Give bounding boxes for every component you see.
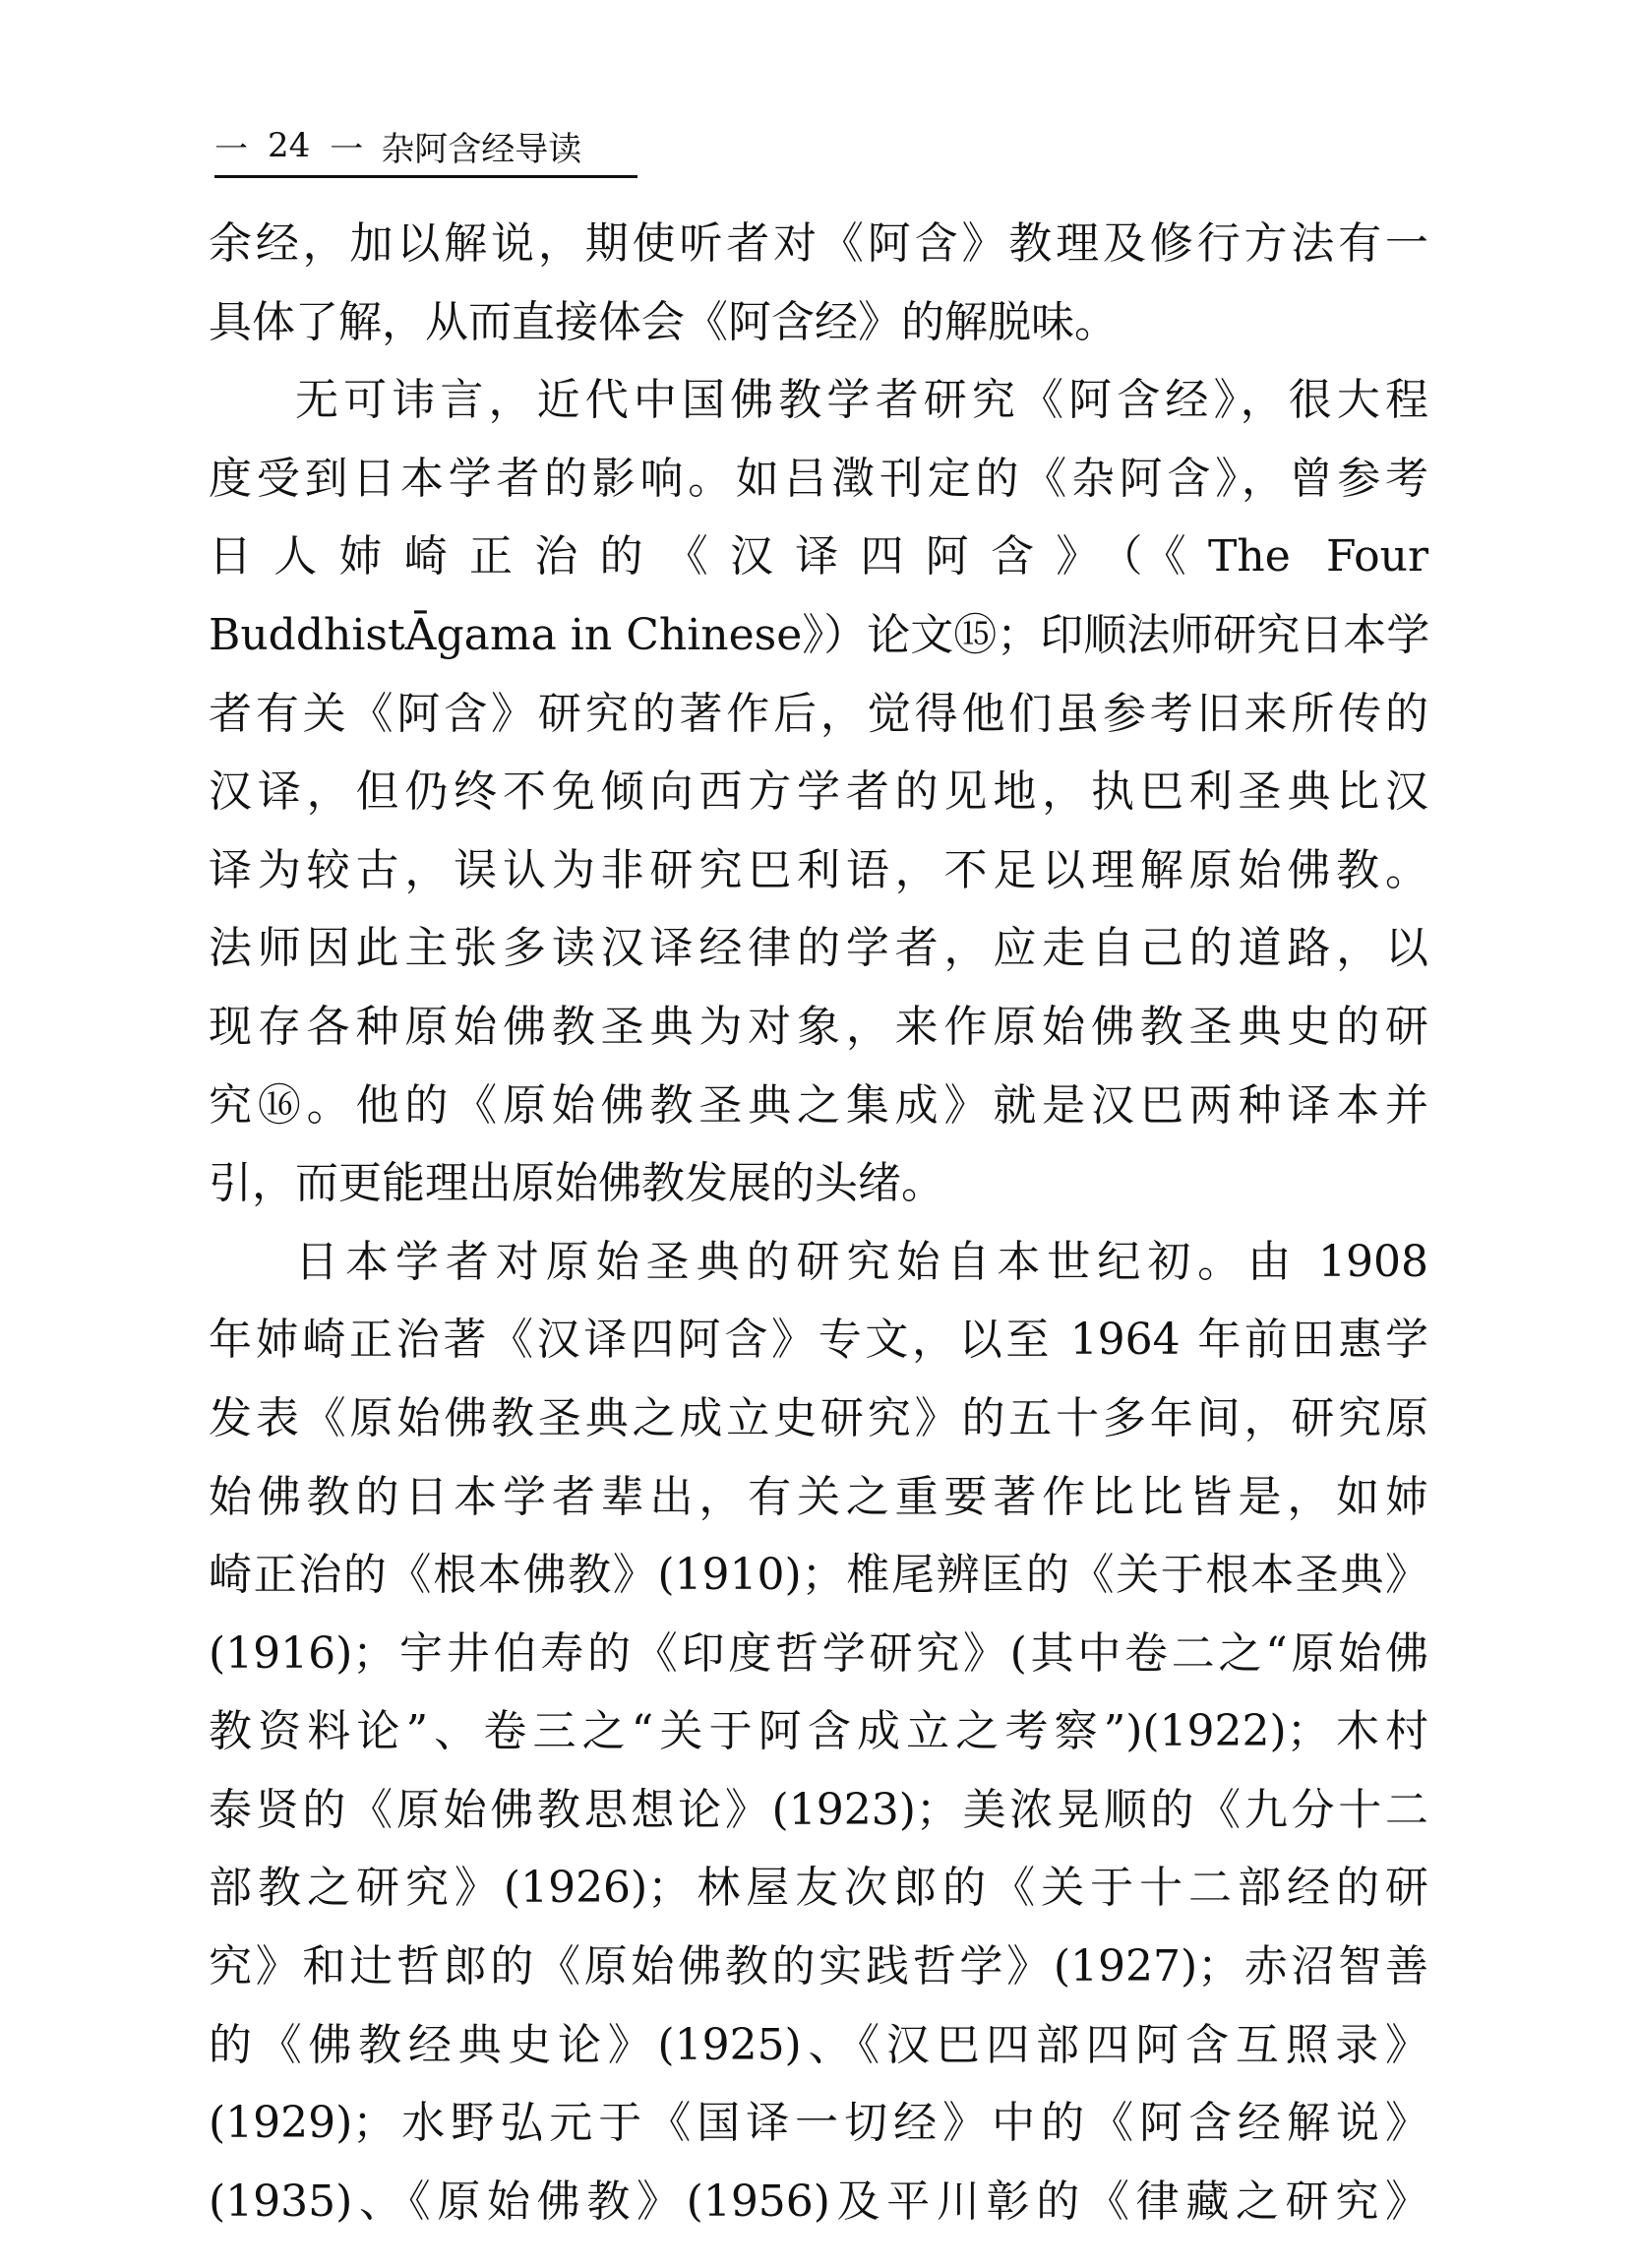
- header-dash-left: 一: [214, 129, 248, 169]
- text-line: 教资料论”、卷三之“关于阿含成立之考察”)(1922)；木村: [209, 1706, 1428, 1757]
- text-line: (1916)；宇井伯寿的《印度哲学研究》(其中卷二之“原始佛: [209, 1627, 1428, 1679]
- text-line: 年姉崎正治著《汉译四阿含》专文，以至 1964 年前田惠学: [209, 1315, 1428, 1366]
- book-title: 杂阿含经导读: [381, 129, 582, 169]
- text-line: 发表《原始佛教圣典之成立史研究》的五十多年间，研究原: [209, 1392, 1428, 1443]
- text-line: (1929)；水野弘元于《国译一切经》中的《阿含经解说》: [209, 2098, 1428, 2149]
- text-line: (1935)、《原始佛教》(1956)及平川彰的《律藏之研究》: [209, 2176, 1428, 2227]
- text-line: 泰贤的《原始佛教思想论》(1923)；美浓晃顺的《九分十二: [209, 1784, 1428, 1835]
- text-line: 者有关《阿含》研究的著作后，觉得他们虽参考旧来所传的: [209, 688, 1428, 739]
- text-line: 余经，加以解说，期使听者对《阿含》教理及修行方法有一: [209, 218, 1428, 269]
- text-line: 崎正治的《根本佛教》(1910)；椎尾辨匡的《关于根本圣典》: [209, 1550, 1428, 1601]
- text-line: 法师因此主张多读汉译经律的学者，应走自己的道路，以: [209, 923, 1428, 974]
- header-rule: [214, 175, 637, 178]
- text-line: 汉译，但仍终不免倾向西方学者的见地，执巴利圣典比汉: [209, 766, 1428, 818]
- text-line: 具体了解，从而直接体会《阿含经》的解脱味。: [209, 296, 1118, 347]
- text-line: 究》和辻哲郎的《原始佛教的实践哲学》(1927)；赤沼智善: [209, 1941, 1428, 1992]
- text-line: 究⑯。他的《原始佛教圣典之集成》就是汉巴两种译本并: [209, 1079, 1428, 1131]
- text-line: 的《佛教经典史论》(1925)、《汉巴四部四阿含互照录》: [209, 2019, 1428, 2070]
- text-line: 日人姉崎正治的《汉译四阿含》（《The Four: [209, 531, 1428, 582]
- text-line: 引，而更能理出原始佛教发展的头绪。: [209, 1158, 944, 1209]
- running-header: [214, 120, 637, 171]
- text-line: 部教之研究》(1926)；林屋友次郎的《关于十二部经的研: [209, 1863, 1428, 1914]
- body-text: [209, 205, 1428, 2240]
- page-number: 24: [268, 126, 311, 165]
- header-dash-right: 一: [330, 129, 364, 169]
- text-line: 现存各种原始佛教圣典为对象，来作原始佛教圣典史的研: [209, 1001, 1428, 1052]
- text-line: 始佛教的日本学者辈出，有关之重要著作比比皆是，如姉: [209, 1471, 1428, 1522]
- text-line: 译为较古，误认为非研究巴利语，不足以理解原始佛教。: [209, 844, 1428, 895]
- text-line: 度受到日本学者的影响。如吕澂刊定的《杂阿含》，曾参考: [209, 453, 1428, 504]
- text-line: BuddhistĀgama in Chinese》）论文⑮；印顺法师研究日本学: [209, 609, 1430, 660]
- text-line: 无可讳言，近代中国佛教学者研究《阿含经》，很大程: [295, 375, 1428, 426]
- text-line: 日本学者对原始圣典的研究始自本世纪初。由 1908: [295, 1236, 1428, 1287]
